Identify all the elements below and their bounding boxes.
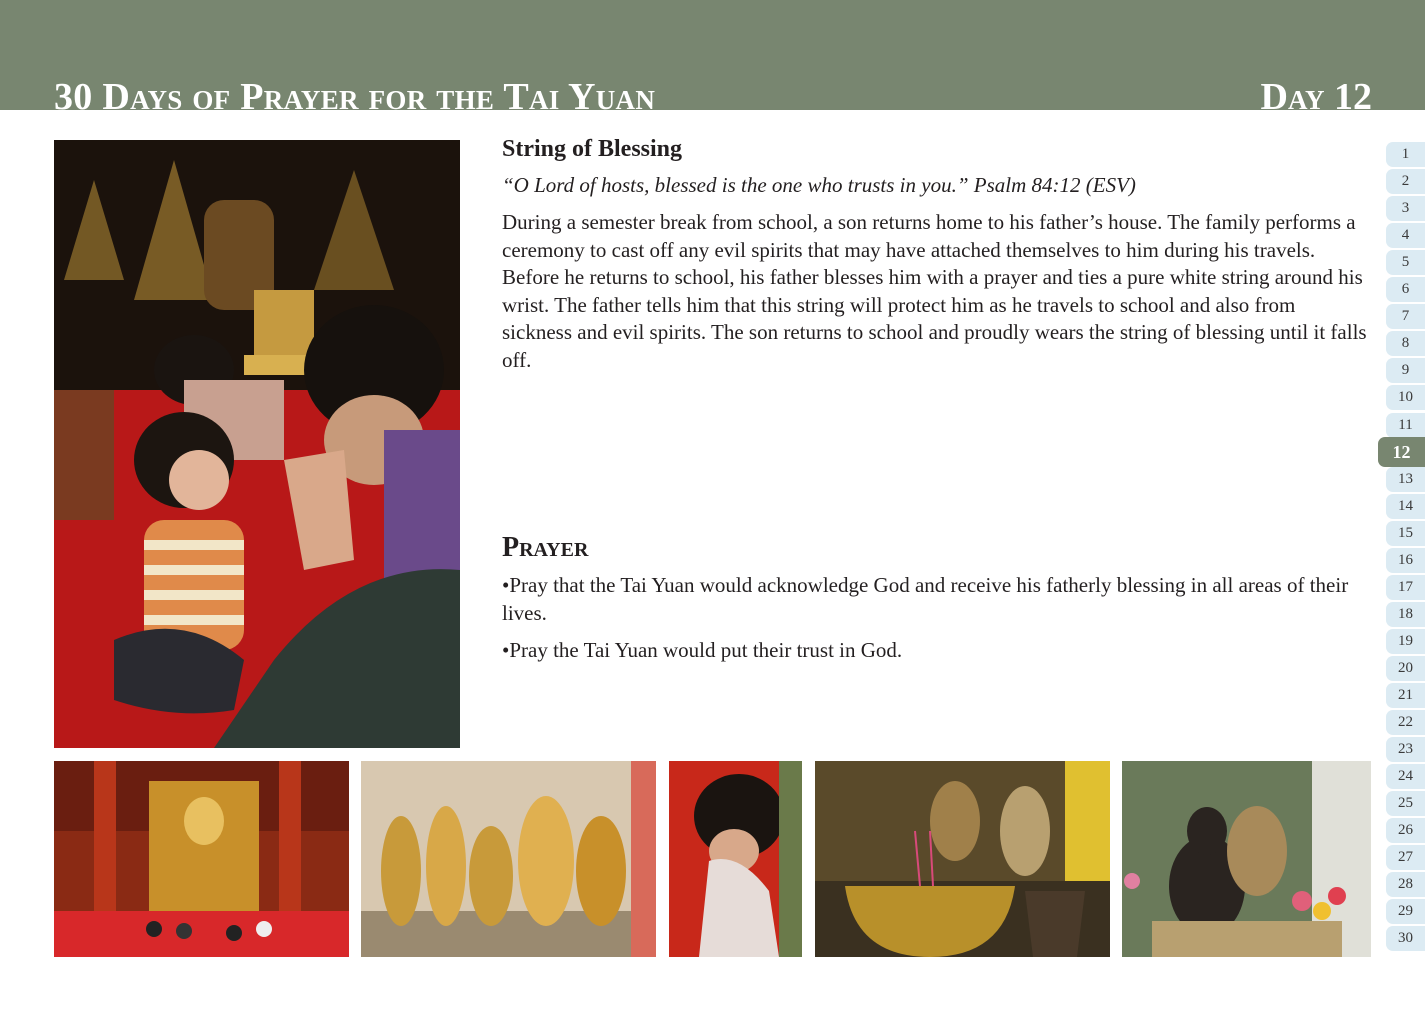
day-tab-9[interactable]: 9 [1386, 358, 1425, 383]
prayer-item: •Pray the Tai Yuan would put their trust in God. [502, 638, 903, 662]
day-tab-17[interactable]: 17 [1386, 575, 1425, 600]
scripture-verse: “O Lord of hosts, blessed is the one who trusts in you.” Psalm 84:12 (ESV) [502, 173, 1136, 197]
day-label: Day 12 [1260, 76, 1372, 118]
day-tab-4[interactable]: 4 [1386, 223, 1425, 248]
day-tab-18[interactable]: 18 [1386, 602, 1425, 627]
prayer-list [502, 572, 1368, 675]
day-tab-2[interactable]: 2 [1386, 169, 1425, 194]
day-tab-1[interactable]: 1 [1386, 142, 1425, 167]
day-tab-19[interactable]: 19 [1386, 629, 1425, 654]
article-title: String of Blessing [502, 136, 683, 162]
day-tab-21[interactable]: 21 [1386, 683, 1425, 708]
day-tab-25[interactable]: 25 [1386, 791, 1425, 816]
day-tab-23[interactable]: 23 [1386, 737, 1425, 762]
thumbnail-temple-interior [54, 761, 349, 957]
day-tab-30[interactable]: 30 [1386, 926, 1425, 951]
thumbnail-girl-praying [669, 761, 802, 957]
day-tab-27[interactable]: 27 [1386, 845, 1425, 870]
day-tab-20[interactable]: 20 [1386, 656, 1425, 681]
day-tab-24[interactable]: 24 [1386, 764, 1425, 789]
thumbnail-statues-flowers [1122, 761, 1371, 957]
day-tab-10[interactable]: 10 [1386, 385, 1425, 410]
day-tab-6[interactable]: 6 [1386, 277, 1425, 302]
article-body: During a semester break from school, a son returns home to his father’s house. The family performs a ceremony to cast off any evil spirits that may have attached themselves to him during his travels. Before he returns to school, his father blesses him with a prayer and ties a pure white string around his wrist. The father tells him that this string will protect him as he travels to school and also from sickness and evil spirits. The son returns to school and proudly wears the string of blessing until it falls off. [502, 210, 1367, 372]
day-tab-28[interactable]: 28 [1386, 872, 1425, 897]
day-tab-13[interactable]: 13 [1386, 467, 1425, 492]
day-tab-11[interactable]: 11 [1386, 413, 1425, 438]
thumbnail-golden-statues [361, 761, 656, 957]
day-tab-3[interactable]: 3 [1386, 196, 1425, 221]
day-tab-14[interactable]: 14 [1386, 494, 1425, 519]
day-tab-29[interactable]: 29 [1386, 899, 1425, 924]
prayer-item: •Pray that the Tai Yuan would acknowledge God and receive his fatherly blessing in all areas of their lives. [502, 573, 1349, 625]
main-photo-image [54, 140, 460, 748]
day-tab-12[interactable]: 12 [1378, 437, 1425, 467]
day-tab-16[interactable]: 16 [1386, 548, 1425, 573]
prayer-heading: Prayer [502, 532, 589, 563]
article [502, 134, 1368, 374]
day-tab-8[interactable]: 8 [1386, 331, 1425, 356]
day-tab-26[interactable]: 26 [1386, 818, 1425, 843]
day-tab-5[interactable]: 5 [1386, 250, 1425, 275]
day-tab-22[interactable]: 22 [1386, 710, 1425, 735]
day-tab-7[interactable]: 7 [1386, 304, 1425, 329]
day-tab-15[interactable]: 15 [1386, 521, 1425, 546]
thumbnail-incense-bowl [815, 761, 1110, 957]
main-photo [54, 140, 460, 748]
page-title: 30 Days of Prayer for the Tai Yuan [54, 76, 656, 118]
